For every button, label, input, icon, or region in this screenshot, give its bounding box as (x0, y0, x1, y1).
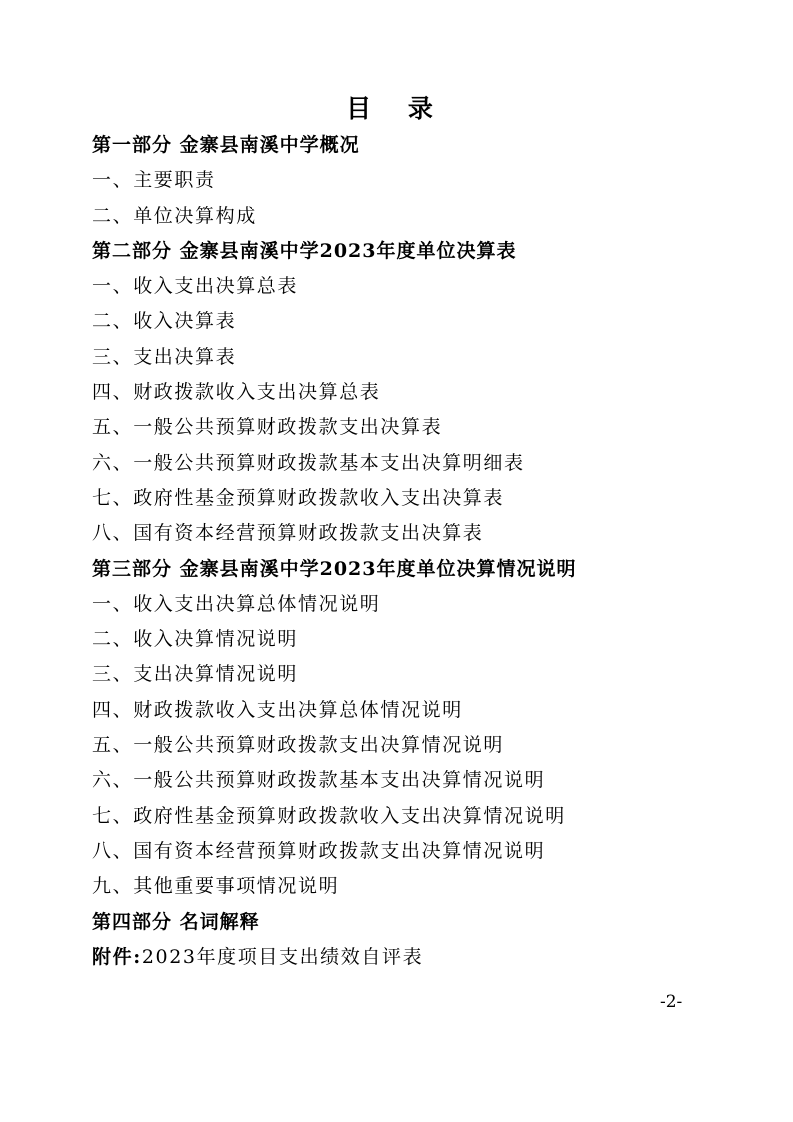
attachment-label: 附件: (92, 945, 142, 968)
table-of-contents (92, 128, 732, 975)
toc-item: 一、收入支出决算总表 (92, 275, 299, 298)
toc-section-1: 第一部分 金寨县南溪中学概况 (92, 134, 360, 156)
toc-section-2: 第二部分 金寨县南溪中学2023年度单位决算表 (92, 239, 517, 262)
toc-item: 一、主要职责 (92, 169, 216, 192)
toc-item: 三、支出决算表 (92, 345, 237, 368)
toc-item: 七、政府性基金预算财政拨款收入支出决算情况说明 (92, 804, 566, 827)
page-title: 目 录 (346, 94, 447, 123)
toc-item: 八、国有资本经营预算财政拨款支出决算情况说明 (92, 839, 546, 862)
toc-item: 五、一般公共预算财政拨款支出决算表 (92, 416, 443, 439)
toc-item: 六、一般公共预算财政拨款基本支出决算明细表 (92, 451, 525, 474)
toc-item: 六、一般公共预算财政拨款基本支出决算情况说明 (92, 769, 546, 792)
toc-item: 八、国有资本经营预算财政拨款支出决算表 (92, 522, 484, 545)
toc-item: 二、收入决算表 (92, 310, 237, 333)
toc-item: 九、其他重要事项情况说明 (92, 875, 340, 898)
toc-attachment (92, 940, 732, 975)
toc-item: 二、收入决算情况说明 (92, 628, 299, 651)
toc-item: 五、一般公共预算财政拨款支出决算情况说明 (92, 734, 505, 757)
toc-section-4: 第四部分 名词解释 (92, 910, 260, 933)
attachment-text: 2023年度项目支出绩效自评表 (141, 945, 424, 968)
toc-section-3: 第三部分 金寨县南溪中学2023年度单位决算情况说明 (92, 557, 577, 580)
toc-item: 四、财政拨款收入支出决算总体情况说明 (92, 698, 463, 721)
toc-item: 三、支出决算情况说明 (92, 663, 299, 686)
toc-item: 二、单位决算构成 (92, 204, 257, 227)
toc-item: 四、财政拨款收入支出决算总表 (92, 381, 381, 404)
page-number: -2- (660, 992, 683, 1012)
toc-item: 一、收入支出决算总体情况说明 (92, 592, 381, 615)
toc-item: 七、政府性基金预算财政拨款收入支出决算表 (92, 486, 505, 509)
